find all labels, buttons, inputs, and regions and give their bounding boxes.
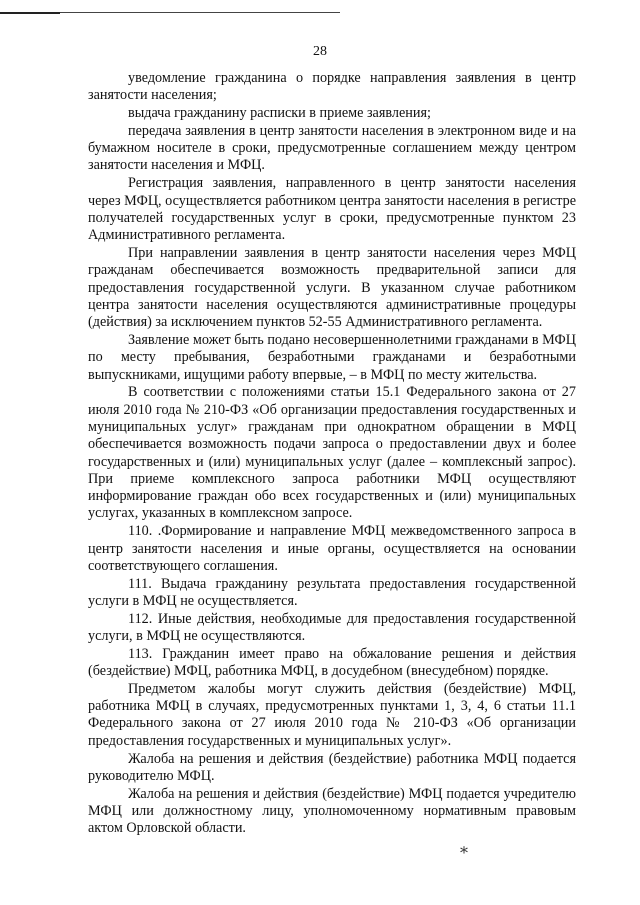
paragraph-8: 110. .Формирование и направление МФЦ межведомственного запроса в центр занятости населения и иные органы, осуществляется на основании соответствующего соглашения. (88, 523, 576, 574)
paragraph-14: Жалоба на решения и действия (бездействие) МФЦ подается учредителю МФЦ или должностному лицу, уполномоченному нормативным правовым актом Орловской области. (88, 785, 576, 837)
paragraph-10: 112. Иные действия, необходимые для предоставления государственной услуги, в МФЦ не осуществляются. (88, 610, 576, 644)
paragraph-1: уведомление гражданина о порядке направления заявления в центр занятости населения; (88, 70, 576, 104)
paragraph-13: Жалоба на решения и действия (бездействие) работника МФЦ подается руководителю МФЦ. (88, 750, 576, 784)
paragraph-12: Предметом жалобы могут служить действия (бездействие) МФЦ, работника МФЦ в случаях, предусмотренных пунктами 1, 3, 4, 6 статьи 11.1 Федерального закона от 27 июля 2010 года № 210-ФЗ «Об организации предоставления государственных и муниципальных услуг». (88, 680, 576, 749)
ink-mark-icon: ⁎ (460, 840, 468, 857)
paragraph-6: Заявление может быть подано несовершеннолетними гражданами в МФЦ по месту пребывания, безработными гражданами и безработными выпускниками, ищущими работу впервые, – в МФЦ по месту жительства. (88, 331, 576, 383)
paragraph-11: 113. Гражданин имеет право на обжалование решения и действия (бездействие) МФЦ, работника МФЦ, в досудебном (внесудебном) порядке. (88, 645, 576, 680)
paragraph-9: 111. Выдача гражданину результата предоставления государственной услуги в МФЦ не осуществляется. (88, 575, 576, 609)
paragraph-5: При направлении заявления в центр занятости населения через МФЦ гражданам обеспечивается возможность предварительной записи для предоставления государственной услуги. В указанном случае работником центра занятости населения осуществляются административные процедуры (действия) за исключением пунктов 52-55 Административного регламента. (88, 244, 576, 331)
paragraph-7: В соответствии с положениями статьи 15.1 Федерального закона от 27 июля 2010 года № 210-ФЗ «Об организации предоставления государственных и муниципальных услуг» гражданам при однократном обращении в МФЦ обеспечивается возможность подачи запроса о предоставлении двух и более государственных и (или) муниципальных услуг (далее – комплексный запрос). При приеме комплексного запроса работники МФЦ осуществляют информирование граждан обо всех государственных и (или) муниципальных услугах, указанных в комплексном запросе. (88, 384, 576, 522)
paragraph-4: Регистрация заявления, направленного в центр занятости населения через МФЦ, осуществляется работником центра занятости населения в регистре получателей государственных услуг в сроки, предусмотренные пунктом 23 Административного регламента. (88, 175, 576, 244)
paragraph-2: выдача гражданину расписки в приеме заявления; (128, 105, 431, 122)
scan-artifact-line-bold (0, 12, 60, 14)
paragraph-3: передача заявления в центр занятости населения в электронном виде и на бумажном носителе в сроки, предусмотренные соглашением между центром занятости населения и МФЦ. (88, 122, 576, 174)
page-number: 28 (313, 44, 327, 59)
document-body (88, 70, 576, 838)
